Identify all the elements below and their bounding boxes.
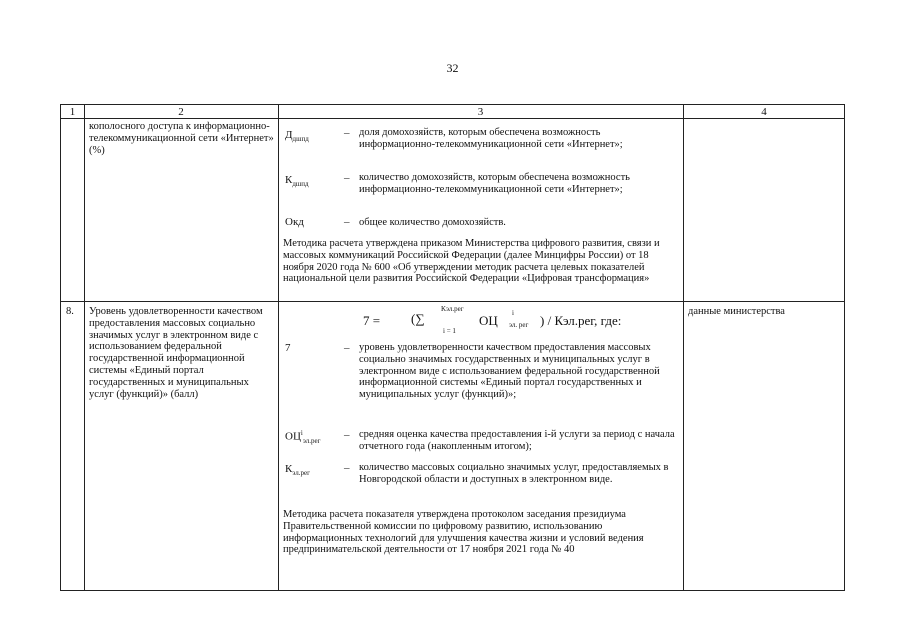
- methodology-text: Методика расчета утверждена приказом Министерства цифрового развития, связи и массовых коммуникаций Российской Федерации (далее Минцифры России) от 18 ноября 2020 года № 600 «Об утверждении методик расчета целевых показателей национальной цели развития Российской Федерации «Цифровая трансформация»: [283, 238, 660, 285]
- data-source: данные министерства: [688, 306, 785, 317]
- symbol-okd: Окд: [285, 216, 304, 228]
- formula-sum-upper: Kэл.рег: [441, 305, 464, 313]
- definition-dash: –: [344, 127, 350, 139]
- definition-text: общее количество домохозяйств.: [359, 217, 506, 228]
- column-divider: [278, 105, 279, 590]
- definition-text: количество домохозяйств, которым обеспечена возможность информационно-телекоммуникационной сети «Интернет»;: [359, 172, 630, 195]
- header-col-3: 3: [477, 106, 484, 118]
- definition-text: доля домохозяйств, которым обеспечена возможность информационно-телекоммуникационной сети «Интернет»;: [359, 127, 623, 150]
- symbol-d-dshpd: $Д_{дшпд}$: [285, 129, 309, 144]
- formula-term: ОЦ: [479, 313, 498, 328]
- header-col-1: 1: [69, 106, 76, 118]
- definition-text: средняя оценка качества предоставления i-й услуги за период с начала отчетного года (накопленным итогом);: [359, 429, 675, 452]
- definition-dash: –: [344, 462, 350, 474]
- page-number: 32: [446, 61, 459, 75]
- header-col-2: 2: [178, 106, 184, 118]
- symbol-k-dshpd: $К_{дшпд}$: [285, 174, 309, 189]
- indicator-table: [60, 104, 845, 591]
- formula-lhs: 7 =: [363, 313, 381, 328]
- column-divider: [84, 105, 85, 590]
- formula-sigma: (∑: [411, 311, 425, 326]
- definition-text: уровень удовлетворенности качеством предоставления массовых социально значимых государственных и муниципальных услуг в электронном виде с использованием федеральной государственной информационной системы «Единый портал государственных и муниципальных услуг (функций)»;: [359, 342, 660, 401]
- definition-dash: –: [344, 429, 350, 441]
- symbol-7: 7: [285, 342, 291, 354]
- definition-dash: –: [344, 172, 350, 184]
- row-number: 8.: [66, 306, 74, 317]
- row-divider: [61, 301, 844, 302]
- header-divider: [61, 118, 844, 119]
- formula-term-sup: i: [512, 309, 514, 317]
- methodology-text: Методика расчета показателя утверждена протоколом заседания президиума Правительственной комиссии по цифровому развитию, использованию информационных технологий для улучшения качества жизни и условий ведения предпринимательской деятельности от 17 ноября 2021 года № 40: [283, 509, 644, 556]
- column-divider: [683, 105, 684, 590]
- formula-term-sub: эл. рег: [509, 321, 529, 329]
- formula-rhs: ) / Кэл.рег, где:: [540, 313, 622, 328]
- definition-dash: –: [344, 342, 350, 354]
- symbol-k-elreg: $К_{эл.рег}$: [285, 463, 310, 478]
- formula-sum-lower: i = 1: [443, 327, 456, 335]
- definition-dash: –: [344, 216, 350, 228]
- prev-indicator-name: кополосного доступа к информационно-телекоммуникационной сети «Интернет» (%): [89, 121, 274, 156]
- indicator-name: Уровень удовлетворенности качеством предоставления массовых социально значимых услуг в электронном виде с использованием федеральной государственной информационной системы «Единый портал государственных и муниципальных услуг (функций)» (балл): [89, 306, 263, 400]
- definition-text: количество массовых социально значимых услуг, предоставляемых в Новгородской области и доступных в электронном виде.: [359, 462, 669, 485]
- header-col-4: 4: [761, 106, 767, 118]
- symbol-ots: $ОЦ^i_{эл.рег}$: [285, 429, 321, 445]
